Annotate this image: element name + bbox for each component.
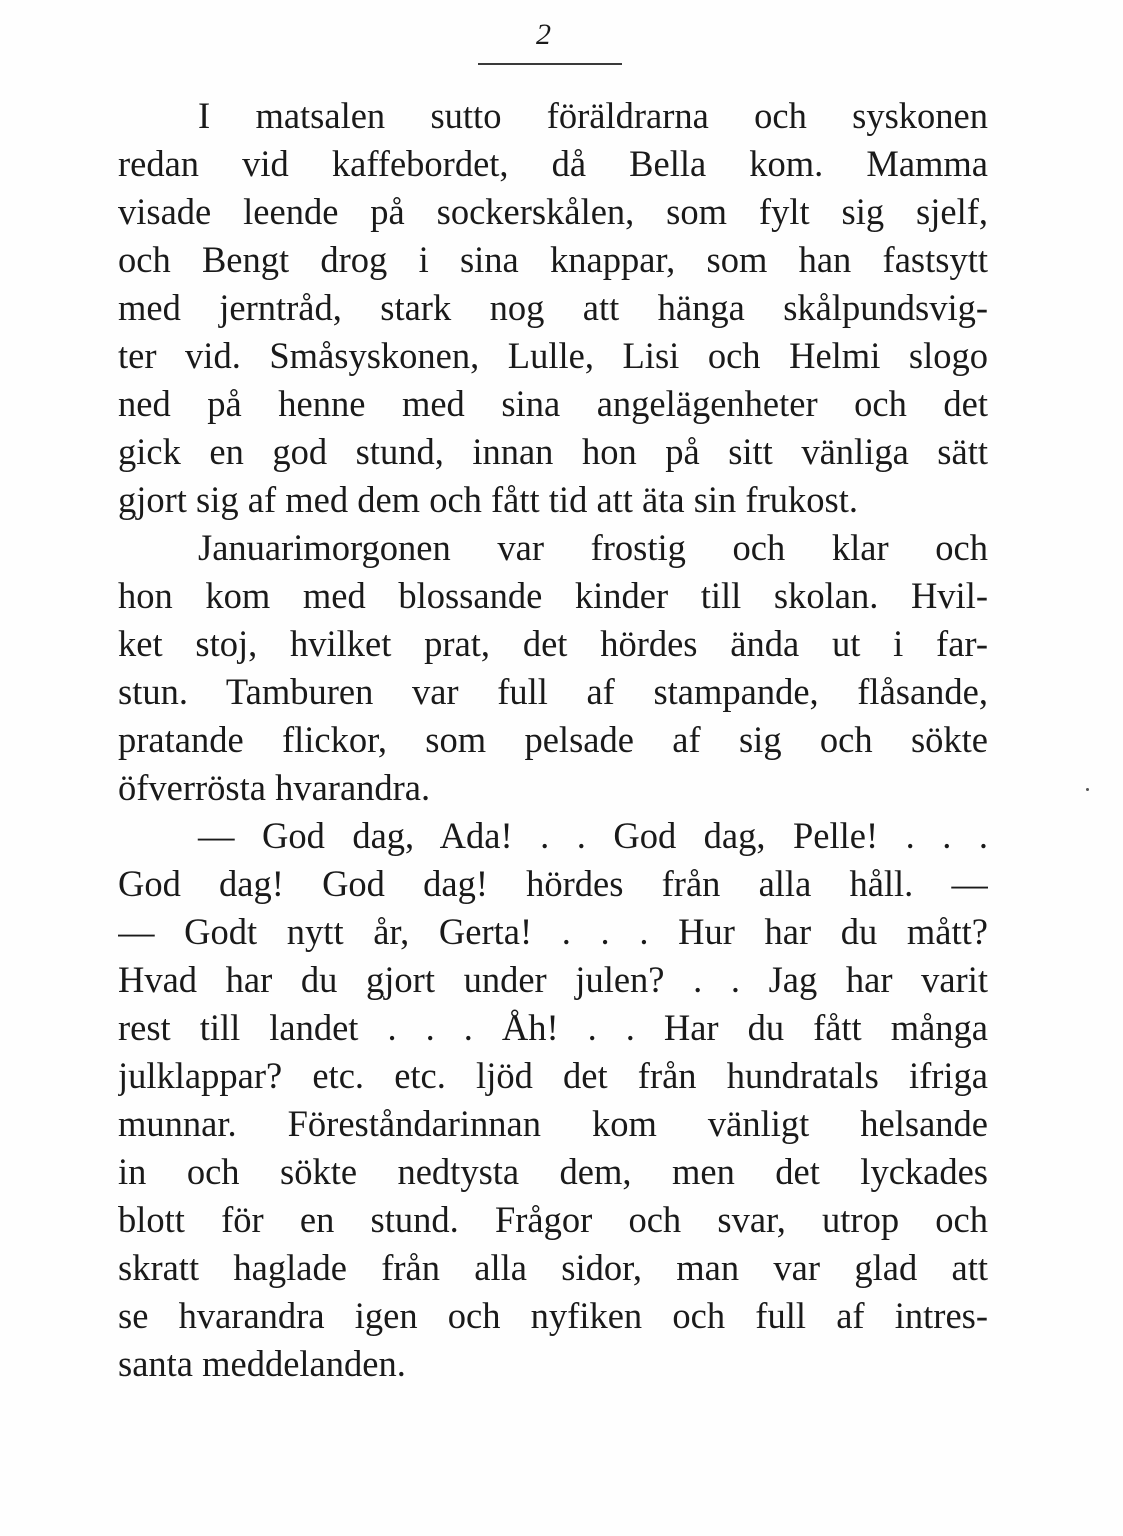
text-line: blott för en stund. Frågor och svar, utrop och bbox=[118, 1199, 988, 1240]
text-line: redan vid kaffebordet, då Bella kom. Mamma bbox=[118, 143, 988, 184]
text-line: stun. Tamburen var full af stampande, flåsande, bbox=[118, 671, 988, 712]
text-line: Januarimorgonen var frostig och klar och bbox=[198, 527, 988, 568]
text-line: God dag! God dag! hördes från alla håll. — bbox=[118, 863, 988, 904]
text-line: med jerntråd, stark nog att hänga skålpundsvig- bbox=[118, 287, 988, 328]
text-line: santa meddelanden. bbox=[118, 1343, 406, 1384]
text-line: gjort sig af med dem och fått tid att äta sin frukost. bbox=[118, 479, 858, 520]
text-line: I matsalen sutto föräldrarna och syskonen bbox=[198, 95, 988, 136]
text-line: gick en god stund, innan hon på sitt vänliga sätt bbox=[118, 431, 988, 472]
header-rule bbox=[478, 63, 622, 65]
text-line: skratt haglade från alla sidor, man var glad att bbox=[118, 1247, 988, 1288]
paper-speck bbox=[1086, 788, 1089, 791]
text-line: Hvad har du gjort under julen? . . Jag har varit bbox=[118, 959, 988, 1000]
text-line: julklappar? etc. etc. ljöd det från hundratals ifriga bbox=[118, 1055, 988, 1096]
text-line: — God dag, Ada! . . God dag, Pelle! . . . bbox=[198, 815, 988, 856]
text-line: munnar. Föreståndarinnan kom vänligt helsande bbox=[118, 1103, 988, 1144]
body-text bbox=[118, 92, 988, 1388]
text-line: pratande flickor, som pelsade af sig och sökte bbox=[118, 719, 988, 760]
text-line: hon kom med blossande kinder till skolan. Hvil- bbox=[118, 575, 988, 616]
text-line: visade leende på sockerskålen, som fylt sig sjelf, bbox=[118, 191, 988, 232]
page-number: 2 bbox=[536, 18, 551, 51]
text-line: rest till landet . . . Åh! . . Har du fått många bbox=[118, 1007, 988, 1048]
text-line: öfverrösta hvarandra. bbox=[118, 767, 431, 808]
text-line: se hvarandra igen och nyfiken och full af intres- bbox=[118, 1295, 988, 1336]
text-line: ter vid. Småsyskonen, Lulle, Lisi och Helmi slogo bbox=[118, 335, 988, 376]
text-line: ket stoj, hvilket prat, det hördes ända ut i far- bbox=[118, 623, 988, 664]
text-line: och Bengt drog i sina knappar, som han fastsytt bbox=[118, 239, 988, 280]
text-line: ned på henne med sina angelägenheter och det bbox=[118, 383, 988, 424]
text-line: — Godt nytt år, Gerta! . . . Hur har du mått? bbox=[118, 911, 988, 952]
text-line: in och sökte nedtysta dem, men det lyckades bbox=[118, 1151, 988, 1192]
